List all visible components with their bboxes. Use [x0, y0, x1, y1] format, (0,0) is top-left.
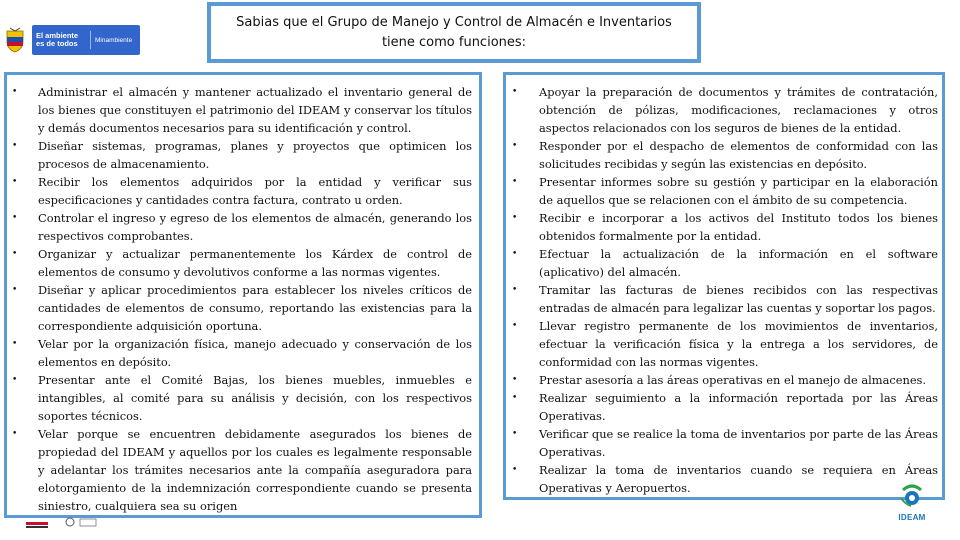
government-banner	[0, 22, 142, 58]
banner-sub-text: Minambiente	[95, 36, 133, 44]
function-item-text: Diseñar y aplicar procedimientos para establecer los niveles críticos de cantidades de elementos de consumo, reportando las existencias para la correspondiente adquisición oportuna.	[38, 283, 472, 333]
function-item	[7, 371, 477, 425]
bullet-icon: •	[12, 429, 18, 439]
bullet-icon: •	[12, 375, 18, 385]
bullet-icon: •	[12, 141, 18, 151]
bullet-icon: •	[512, 321, 518, 331]
function-item-text: Verificar que se realice la toma de inventarios por parte de las Áreas Operativas.	[539, 427, 938, 459]
bullet-icon: •	[512, 141, 518, 151]
right-functions-list	[506, 83, 942, 497]
function-item	[506, 173, 942, 209]
function-item-text: Velar por la organización física, manejo adecuado y conservación de los elementos en depósito.	[38, 337, 472, 369]
bullet-icon: •	[512, 375, 518, 385]
page-title: Sabias que el Grupo de Manejo y Control de Almacén e Inventarios tiene como funciones:	[236, 14, 672, 50]
function-item	[506, 245, 942, 281]
bullet-icon: •	[12, 249, 18, 259]
ideam-logo	[890, 480, 934, 526]
function-item-text: Realizar seguimiento a la información reportada por las Áreas Operativas.	[539, 391, 938, 423]
function-item-text: Recibir e incorporar a los activos del Instituto todos los bienes obtenidos formalmente por la entidad.	[539, 211, 938, 243]
bullet-icon: •	[512, 213, 518, 223]
function-item-text: Llevar registro permanente de los movimientos de inventarios, efectuar la verificación física y la entrega a los servidores, de conformidad con las normas vigentes.	[539, 319, 938, 369]
function-item	[7, 281, 477, 335]
function-item-text: Velar porque se encuentren debidamente asegurados los bienes de propiedad del IDEAM y aquellos por los cuales es legalmente responsable y adelantar los trámites necesarios ante la compañía aseguradora para elotorgamiento de la indemnización correspondiente cuando se presenta siniestro, cualquiera sea su origen	[38, 427, 472, 513]
function-item	[506, 317, 942, 371]
ideam-logo-icon	[899, 484, 925, 508]
function-item-text: Responder por el despacho de elementos de conformidad con las solicitudes recibidas y según las existencias en depósito.	[539, 139, 938, 171]
minambiente-banner	[32, 25, 140, 55]
title-box	[207, 2, 701, 63]
function-item	[7, 83, 477, 137]
function-item	[7, 245, 477, 281]
bullet-icon: •	[12, 285, 18, 295]
bullet-icon: •	[512, 465, 518, 475]
function-item	[506, 209, 942, 245]
bullet-icon: •	[12, 213, 18, 223]
bullet-icon: •	[12, 87, 18, 97]
bullet-icon: •	[12, 177, 18, 187]
function-item-text: Organizar y actualizar permanentemente los Kárdex de control de elementos de consumo y devolutivos conforme a las normas vigentes.	[38, 247, 472, 279]
function-item-text: Recibir los elementos adquiridos por la entidad y verificar sus especificaciones y cantidades contra factura, contrato u orden.	[38, 175, 472, 207]
function-item	[506, 83, 942, 137]
bullet-icon: •	[12, 339, 18, 349]
function-item	[506, 281, 942, 317]
bullet-icon: •	[512, 249, 518, 259]
function-item-text: Presentar ante el Comité Bajas, los bienes muebles, inmuebles e intangibles, al comité para su análisis y decisión, con los respectivos soportes técnicos.	[38, 373, 472, 423]
function-item	[7, 335, 477, 371]
function-item	[7, 425, 477, 515]
bullet-icon: •	[512, 429, 518, 439]
function-item	[506, 425, 942, 461]
function-item	[506, 389, 942, 425]
function-item	[506, 461, 942, 497]
right-functions-panel	[503, 72, 945, 500]
left-functions-panel	[4, 72, 482, 518]
left-functions-list	[7, 83, 477, 515]
bullet-icon: •	[512, 177, 518, 187]
function-item	[506, 137, 942, 173]
banner-main-text: El ambiente es de todos	[36, 31, 79, 48]
ideam-logo-text: IDEAM	[898, 513, 926, 522]
function-item-text: Administrar el almacén y mantener actualizado el inventario general de los bienes que constituyen el patrimonio del IDEAM y conservar los títulos y demás documentos necesarios para su identificación y control.	[38, 85, 472, 135]
function-item	[7, 137, 477, 173]
function-item-text: Apoyar la preparación de documentos y trámites de contratación, obtención de pólizas, modificaciones, reclamaciones y otros aspectos relacionados con los seguros de bienes de la entidad.	[539, 85, 938, 135]
function-item-text: Tramitar las facturas de bienes recibidos con las respectivas entradas de almacén para legalizar las cuentas y soportar los pagos.	[539, 283, 938, 315]
function-item-text: Controlar el ingreso y egreso de los elementos de almacén, generando los respectivos comprobantes.	[38, 211, 472, 243]
function-item-text: Realizar la toma de inventarios cuando se requiera en Áreas Operativas y Aeropuertos.	[539, 463, 938, 495]
colombia-coat-of-arms-icon	[4, 27, 26, 53]
bullet-icon: •	[512, 393, 518, 403]
bullet-icon: •	[512, 87, 518, 97]
banner-divider	[90, 31, 91, 49]
function-item-text: Prestar asesoría a las áreas operativas en el manejo de almacenes.	[539, 373, 927, 387]
function-item	[7, 209, 477, 245]
function-item-text: Presentar informes sobre su gestión y participar en la elaboración de aquellos que se relacionen con el ámbito de su competencia.	[539, 175, 938, 207]
function-item	[7, 173, 477, 209]
function-item-text: Efectuar la actualización de la información en el software (aplicativo) del almacén.	[539, 247, 938, 279]
partner-logos-icon	[24, 516, 100, 530]
function-item-text: Diseñar sistemas, programas, planes y proyectos que optimicen los procesos de almacenamiento.	[38, 139, 472, 171]
function-item	[506, 371, 942, 389]
bullet-icon: •	[512, 285, 518, 295]
